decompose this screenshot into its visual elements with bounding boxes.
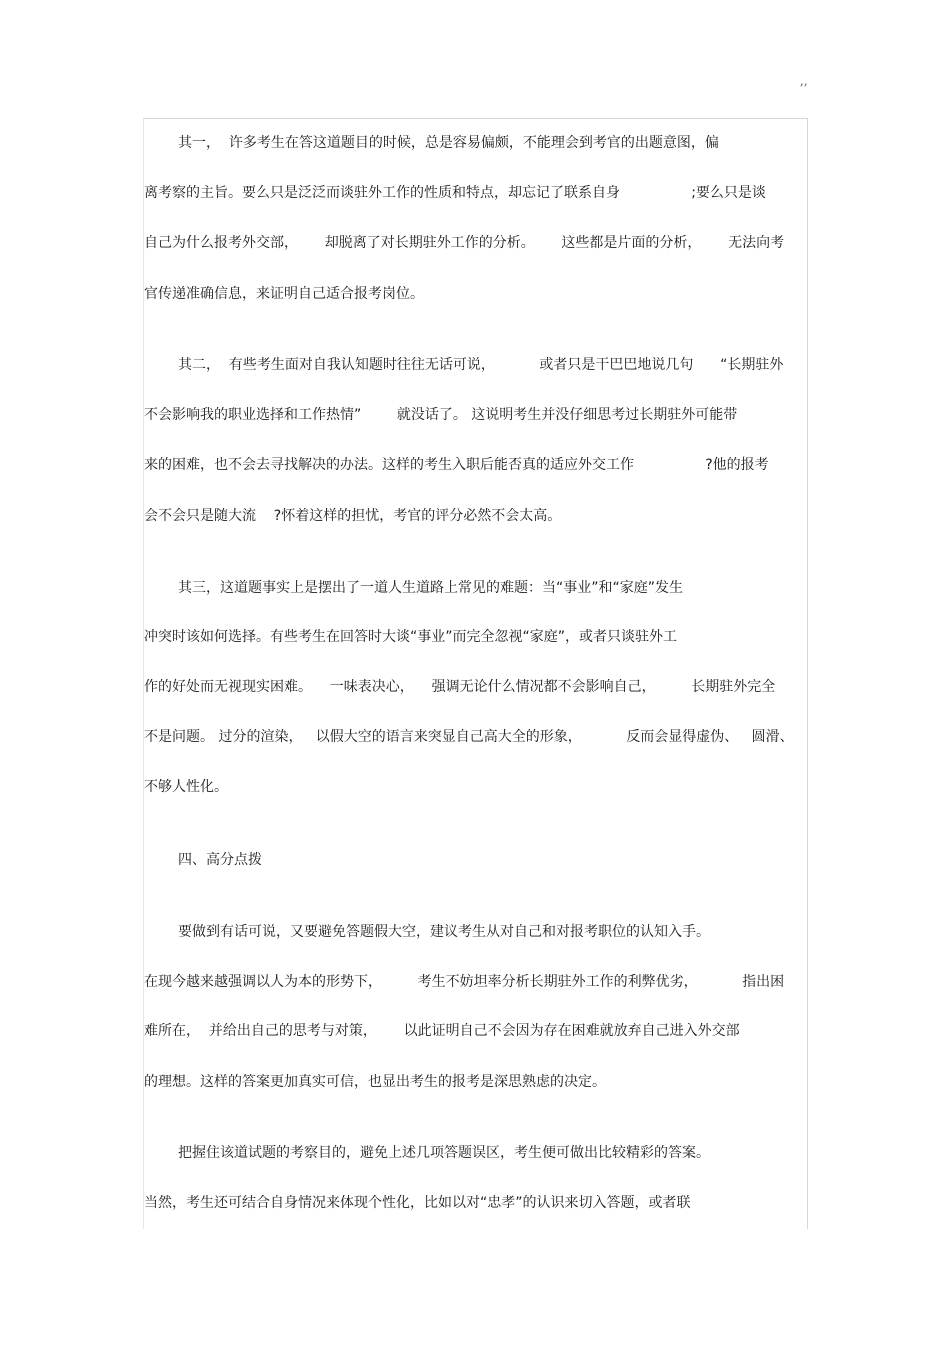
paragraph-1-line-3: 自己为什么报考外交部， 却脱离了对长期驻外工作的分析。 这些都是片面的分析， 无法向考 xyxy=(144,235,785,251)
paragraph-5-line-1: 把握住该道试题的考察目的，避免上述几项答题误区，考生便可做出比较精彩的答案。 xyxy=(178,1145,710,1161)
page-corner-mark: ,, xyxy=(800,74,808,88)
paragraph-5-line-2: 当然，考生还可结合自身情况来体现个性化，比如以对“忠孝”的认识来切入答题，或者联 xyxy=(144,1195,691,1211)
paragraph-1-line-2: 离考察的主旨。要么只是泛泛而谈驻外工作的性质和特点，却忘记了联系自身 ;要么只是谈 xyxy=(144,185,766,201)
section-heading-4: 四、高分点拨 xyxy=(178,852,262,868)
paragraph-3-line-3: 作的好处而无视现实困难。 一味表决心， 强调无论什么情况都不会影响自己， 长期驻外完全 xyxy=(144,679,776,695)
paragraph-2-line-1: 其二， 有些考生面对自我认知题时往往无话可说， 或者只是干巴巴地说几句 “长期驻外 xyxy=(178,357,784,373)
paragraph-4-line-1: 要做到有话可说，又要避免答题假大空，建议考生从对自己和对报考职位的认知入手。 xyxy=(178,924,710,940)
paragraph-4-line-3: 难所在， 并给出自己的思考与对策， 以此证明自己不会因为存在困难就放弃自己进入外交部 xyxy=(144,1023,740,1039)
paragraph-1-line-1: 其一， 许多考生在答这道题目的时候，总是容易偏颇，不能理会到考官的出题意图，偏 xyxy=(178,135,719,151)
paragraph-4-line-2: 在现今越来越强调以人为本的形势下， 考生不妨坦率分析长期驻外工作的利弊优劣， 指出困 xyxy=(144,974,785,990)
paragraph-3-line-5: 不够人性化。 xyxy=(144,779,228,795)
paragraph-3-line-1: 其三，这道题事实上是摆出了一道人生道路上常见的难题：当“事业”和“家庭”发生 xyxy=(178,580,684,596)
paragraph-2-line-3: 来的困难，也不会去寻找解决的办法。这样的考生入职后能否真的适应外交工作 ?他的报考 xyxy=(144,457,769,473)
paragraph-2-line-2: 不会影响我的职业选择和工作热情” 就没话了。 这说明考生并没仔细思考过长期驻外可能带 xyxy=(144,407,738,423)
paragraph-3-line-4: 不是问题。 过分的渲染， 以假大空的语言来突显自己高大全的形象， 反而会显得虚伪、 圆滑、 xyxy=(144,729,794,745)
paragraph-3-line-2: 冲突时该如何选择。有些考生在回答时大谈“事业”而完全忽视“家庭”，或者只谈驻外工 xyxy=(144,629,678,645)
paragraph-2-line-4: 会不会只是随大流 ?怀着这样的担忧，考官的评分必然不会太高。 xyxy=(144,508,562,524)
paragraph-1-line-4: 官传递准确信息，来证明自己适合报考岗位。 xyxy=(144,286,424,302)
paragraph-4-line-4: 的理想。这样的答案更加真实可信，也显出考生的报考是深思熟虑的决定。 xyxy=(144,1074,606,1090)
